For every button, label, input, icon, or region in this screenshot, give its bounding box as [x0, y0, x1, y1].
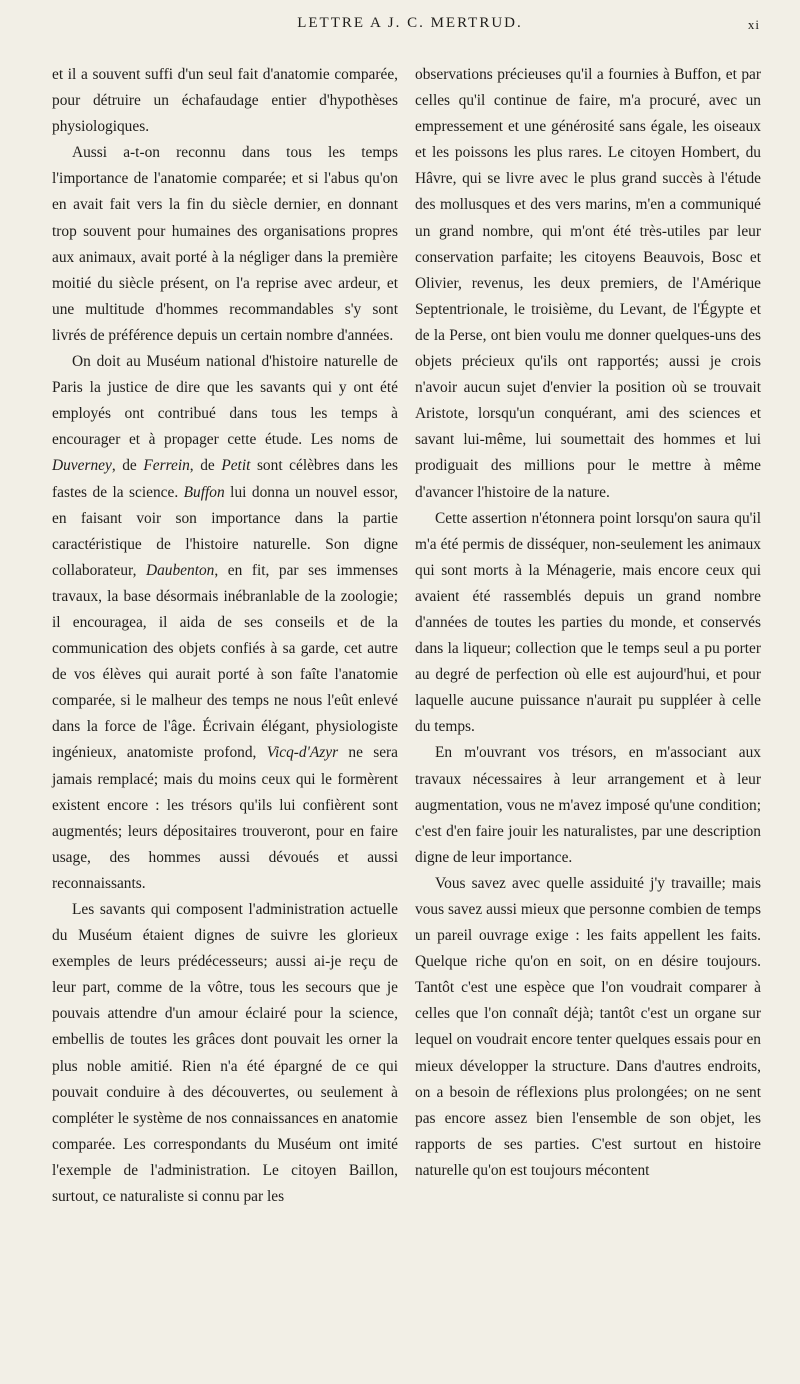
- person-name: Petit: [221, 457, 251, 475]
- paragraph-continued: et il a souvent suffi d'un seul fait d'anatomie comparée, pour détruire un échafaudage entier d'hypothèses physiologiques.: [52, 66, 398, 136]
- text-run: , de: [111, 457, 144, 475]
- text-run: ne sera jamais remplacé; mais du moins ceux qui le formèrent existent encore : les trésors qu'ils lui confièrent sont augmentés; leurs dépositaires trouveront, pour en faire usage, des hommes aussi dévoués et aussi reconnaissants.: [52, 744, 398, 892]
- paragraph: Cette assertion n'étonnera point lorsqu'on saura qu'il m'a été permis de disséquer, non-seulement les animaux qui sont morts à la Ménagerie, mais encore ceux qui avaient été rassemblés depuis un grand nombre d'années de toutes les parties du monde, et conservés dans la liqueur; collection que le temps seul a pu porter au degré de perfection où elle est aujourd'hui, et pour laquelle aucune puissance n'aurait pu suppléer à celle du temps.: [415, 509, 761, 736]
- right-column: [415, 62, 761, 1184]
- page-number: xi: [747, 17, 760, 32]
- paragraph-continued: observations précieuses qu'il a fournies à Buffon, et par celles qu'il continue de faire, m'a procuré, avec un empressement et une générosité sans égale, les oiseaux et les poissons les plus rares. Le citoyen Hombert, du Hâvre, qui se livre avec le plus grand succès à l'étude des mollusques et des vers marins, m'en a communiqué un grand nombre, qui m'ont été très-utiles par leur conservation parfaite; les citoyens Beauvois, Bosc et Olivier, revenus, les deux premiers, de l'Amérique Septentrionale, le troisième, du Levant, de l'Égypte et de la Perse, ont bien voulu me donner quelques-uns des objets précieux qu'ils ont rapportés; aussi je crois n'avoir aucun sujet d'envier la position où se trouvait Aristote, lorsqu'un conquérant, ami des sciences et savant lui-même, lui soumettait des hommes et lui prodiguait des millions pour le mettre à même d'avancer l'histoire de la nature.: [415, 66, 761, 501]
- person-name: Ferrein: [143, 457, 190, 475]
- person-name: Daubenton: [145, 561, 215, 579]
- text-run: lui donna un nouvel essor, en faisant voir son importance dans la partie caractéristique de l'histoire naturelle. Son digne collaborateur,: [52, 483, 398, 579]
- paragraph: Vous savez avec quelle assiduité j'y travaille; mais vous savez aussi mieux que personne combien de temps un pareil ouvrage exige : les faits appellent les faits. Quelque riche qu'on en soit, on en désire toujours. Tantôt c'est une espèce que l'on voudrait comparer à celles que l'on connaît déjà; tantôt c'est un organe sur lequel on voudrait encore tenter quelques essais pour en mieux développer la structure. Dans d'autres endroits, on a besoin de réflexions plus prolongées; on ne sent pas encore assez bien l'ensemble de son objet, les rapports de ses parties. C'est surtout en histoire naturelle qu'on est toujours mécontent: [415, 874, 761, 1179]
- paragraph-museum: [52, 349, 398, 897]
- person-name: Buffon: [183, 483, 225, 501]
- text-run: On doit au Muséum national d'histoire naturelle de Paris la justice de dire que les savants qui y ont été employés ont contribué dans tous les temps à encourager et à propager cette étude. Les noms de: [52, 353, 398, 449]
- left-column: [52, 62, 398, 1210]
- running-title: LETTRE A J. C. MERTRUD.: [297, 15, 523, 31]
- paragraph: Les savants qui composent l'administration actuelle du Muséum étaient dignes de suivre les glorieux exemples de leurs prédécesseurs; aussi ai-je reçu de leur part, comme de la vôtre, tous les secours que je pouvais attendre d'un amour éclairé pour la science, embellis de toutes les grâces dont pouvait les orner la plus noble amitié. Rien n'a été épargné de ce qui pouvait conduire à des découvertes, ou seulement à compléter le système de nos connaissances en anatomie comparée. Les correspondants du Muséum ont imité l'exemple de l'administration. Le citoyen Baillon, surtout, ce naturaliste si connu par les: [52, 901, 398, 1206]
- text-run: , en fit, par ses immenses travaux, la base désormais inébranlable de la zoologie; il encouragea, il aida de ses conseils et de la communication des objets confiés à sa garde, cet autre de vos élèves qui aurait porté à son faîte l'anatomie comparée, si le malheur des temps ne nous l'eût enlevé dans la force de l'âge. Écrivain élégant, physiologiste ingénieux, anatomiste profond,: [52, 561, 399, 762]
- paragraph: Aussi a-t-on reconnu dans tous les temps l'importance de l'anatomie comparée; et si l'abus qu'on en avait fait vers la fin du siècle dernier, en donnant trop souvent pour humaines des organisations propres aux animaux, avait porté à la négliger dans la première moitié du siècle présent, on l'a reprise avec ardeur, et une multitude d'hommes recommandables s'y sont livrés de préférence depuis un certain nombre d'années.: [52, 144, 398, 344]
- person-name: Vicq-d'Azyr: [266, 744, 339, 762]
- person-name: Duverney: [52, 457, 112, 475]
- text-run: sont célèbres dans les fastes de la science.: [52, 457, 399, 501]
- paragraph: En m'ouvrant vos trésors, en m'associant aux travaux nécessaires à leur arrangement et à leur augmentation, vous ne m'avez imposé qu'une condition; c'est d'en faire jouir les naturalistes, par une description digne de leur importance.: [415, 744, 761, 866]
- page-header: [60, 15, 760, 45]
- text-run: , de: [189, 457, 222, 475]
